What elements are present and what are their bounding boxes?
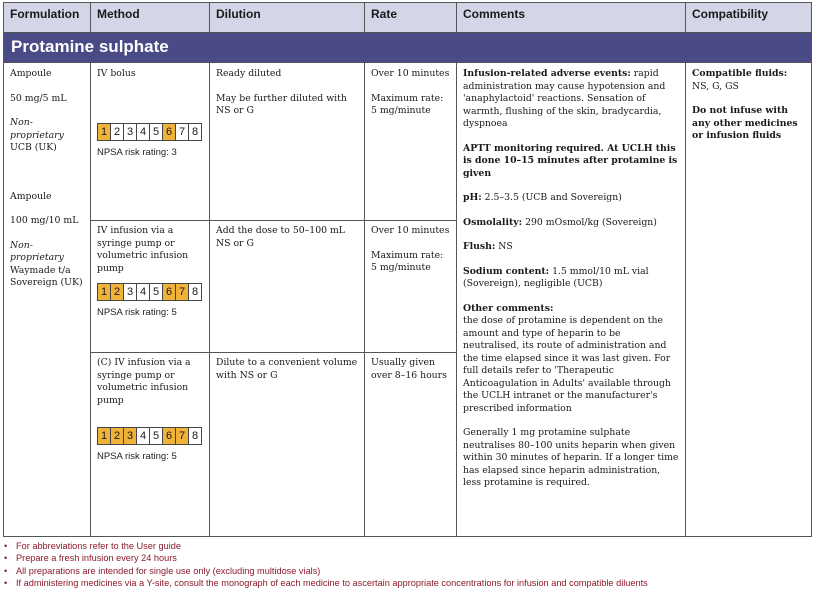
- formulation-cell: [4, 65, 90, 293]
- risk-rating-scale: [97, 427, 203, 445]
- dilution-text: Ready diluted: [216, 68, 282, 79]
- row-divider: [91, 220, 457, 221]
- supplier-name: Sovereign (UK): [10, 277, 83, 288]
- header-rate: Rate: [365, 3, 457, 33]
- rate-cell: [365, 65, 456, 121]
- rate-text: Maximum rate: 5 mg/minute: [371, 92, 444, 116]
- header-comments: Comments: [457, 3, 686, 33]
- risk-rating-digit: 1: [97, 123, 111, 141]
- header-dilution: Dilution: [210, 3, 365, 33]
- adverse-events-text: Infusion-related adverse events: rapid administration may cause hypotension and 'anaphylactoid' reactions. Sensation of warmth, flushing of the skin, bradycardia, dyspnoea: [463, 68, 666, 129]
- risk-rating-digit: 2: [110, 283, 124, 301]
- rate-cell: [365, 354, 456, 385]
- risk-rating-digit: 5: [149, 123, 163, 141]
- risk-rating-digit: 4: [136, 427, 150, 445]
- risk-rating-text: NPSA risk rating: 5: [97, 451, 177, 462]
- sodium-content-text: Sodium content: 1.5 mmol/10 mL vial (Sovereign), negligible (UCB): [463, 265, 649, 289]
- monograph-table: [3, 2, 812, 537]
- risk-rating-scale: [97, 123, 203, 141]
- risk-rating-digit: 6: [162, 123, 176, 141]
- nonproprietary-label: Non-proprietary: [10, 239, 64, 263]
- footnote: • For abbreviations refer to the User guide: [4, 540, 810, 552]
- risk-rating-digit: 7: [175, 123, 189, 141]
- dilution-cell: [210, 65, 364, 121]
- osmolality-text: Osmolality: 290 mOsmol/kg (Sovereign): [463, 216, 657, 228]
- risk-rating-digit: 8: [188, 123, 202, 141]
- drug-title: Protamine sulphate: [4, 33, 811, 63]
- method-text: IV bolus: [97, 68, 136, 79]
- dilution-text: May be further diluted with NS or G: [216, 92, 347, 116]
- footnote: • Prepare a fresh infusion every 24 hours: [4, 552, 810, 564]
- rate-text: Over 10 minutes: [371, 68, 450, 79]
- risk-rating-digit: 3: [123, 427, 137, 445]
- risk-rating-digit: 4: [136, 123, 150, 141]
- neutralisation-text: Generally 1 mg protamine sulphate neutralises 80–100 units heparin when given within 30 minutes of heparin. If a longer time has elapsed since heparin administration, less protamine is required.: [463, 427, 679, 488]
- strength-value: 50 mg/5 mL: [10, 92, 67, 104]
- risk-rating-digit: 6: [162, 283, 176, 301]
- ampoule-label: Ampoule: [10, 190, 52, 202]
- divider: [364, 63, 365, 536]
- risk-rating-text: NPSA risk rating: 3: [97, 146, 177, 158]
- aptt-monitoring-text: APTT monitoring required. At UCLH this is done 10–15 minutes after protamine is given: [463, 142, 678, 179]
- risk-rating-digit: 8: [188, 427, 202, 445]
- strength-value: 100 mg/10 mL: [10, 215, 79, 226]
- risk-rating-digit: 6: [162, 427, 176, 445]
- ampoule-label: Ampoule: [10, 68, 52, 79]
- risk-rating-digit: 7: [175, 427, 189, 445]
- row-divider: [91, 352, 457, 353]
- rate-text: Maximum rate: 5 mg/minute: [371, 249, 444, 273]
- risk-rating-digit: 3: [123, 123, 137, 141]
- risk-rating-digit: 8: [188, 283, 202, 301]
- other-comments-text: the dose of protamine is dependent on the amount and type of heparin to be neutralised, its route of administration and the time elapsed since it was last given. For full details refer to 'Therapeutic Anticoagulation in Adults' available through the UCLH intranet or the manufacturer's prescribed information: [463, 315, 671, 414]
- header-method: Method: [91, 3, 210, 33]
- supplier-name: UCB (UK): [10, 142, 57, 153]
- header-formulation: Formulation: [4, 3, 91, 33]
- comments-cell: [457, 65, 685, 493]
- compatibility-cell: [686, 65, 811, 146]
- risk-rating-digit: 3: [123, 283, 137, 301]
- header-compatibility: Compatibility: [686, 3, 811, 33]
- risk-rating-digit: 1: [97, 427, 111, 445]
- rate-cell: [365, 222, 456, 278]
- method-text: (C) IV infusion via a syringe pump or volumetric infusion pump: [97, 357, 191, 406]
- risk-rating-digit: 1: [97, 283, 111, 301]
- footnote: • All preparations are intended for single use only (excluding multidose vials): [4, 565, 810, 577]
- risk-rating-digit: 7: [175, 283, 189, 301]
- risk-rating-text: NPSA risk rating: 5: [97, 307, 177, 318]
- supplier-name: Waymade t/a: [10, 264, 71, 276]
- no-infuse-warning: Do not infuse with any other medicines or infusion fluids: [692, 105, 798, 141]
- rate-text: Usually given over 8–16 hours: [371, 357, 447, 381]
- divider: [209, 63, 210, 536]
- footnotes: [4, 540, 810, 590]
- nonproprietary-label: Non-proprietary: [10, 117, 64, 141]
- method-text: IV infusion via a syringe pump or volumetric infusion pump: [97, 225, 189, 274]
- footnote: • If administering medicines via a Y-site, consult the monograph of each medicine to ascertain appropriate concentrations for infusion and compatible diluents: [4, 577, 810, 589]
- risk-rating-digit: 5: [149, 427, 163, 445]
- method-cell: [91, 222, 209, 323]
- dilution-text: Add the dose to 50–100 mL NS or G: [216, 225, 345, 249]
- risk-rating-scale: [97, 283, 203, 301]
- ph-text: pH: 2.5–3.5 (UCB and Sovereign): [463, 192, 622, 203]
- flush-text: Flush: NS: [463, 241, 513, 252]
- method-cell: [91, 65, 209, 162]
- method-cell: [91, 354, 209, 467]
- risk-rating-digit: 2: [110, 123, 124, 141]
- rate-text: Over 10 minutes: [371, 225, 450, 236]
- dilution-cell: [210, 354, 364, 385]
- compatible-fluids-text: Compatible fluids: NS, G, GS: [692, 68, 788, 92]
- dilution-text: Dilute to a convenient volume with NS or G: [216, 357, 358, 381]
- dilution-cell: [210, 222, 364, 253]
- risk-rating-digit: 4: [136, 283, 150, 301]
- other-comments-label: Other comments:: [463, 302, 554, 314]
- risk-rating-digit: 5: [149, 283, 163, 301]
- risk-rating-digit: 2: [110, 427, 124, 445]
